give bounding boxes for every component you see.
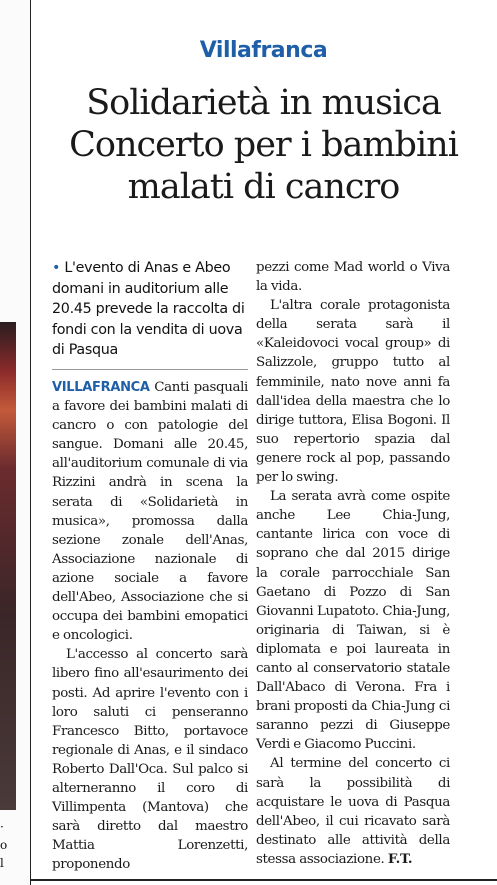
adjacent-text-fragment: · [0,820,4,834]
headline-line: Concerto per i bambini [69,125,458,165]
article-column-2 [256,258,450,869]
dateline: VILLAFRANCA [52,380,150,395]
bottom-divider [30,879,497,881]
paragraph: La serata avrà come ospite anche Lee Chia-Jung, cantante lirica con voce di soprano che dal 2015 dirige la corale parrocchiale San Gaetano di Pozzo di San Giovanni Lupatoto. Chia-Jung, originaria di Taiwan, si è diplomata e poi laureata in canto al conservatorio statale Dall'Abaco di Verona. Fra i brani proposti da Chia-Jung ci saranno pezzi di Giuseppe Verdi e Giacomo Puccini. [256,489,450,753]
paragraph [52,378,248,645]
summary-text: L'evento di Anas e Abeo domani in auditorium alle 20.45 prevede la raccolta di fondi con la vendita di uova di Pasqua [52,260,245,358]
author-signature: F.T. [387,850,413,867]
bullet-icon: • [52,260,61,276]
paragraph: L'accesso al concerto sarà libero fino all'esaurimento dei posti. Ad aprire l'evento con i loro saluti ci penseranno Francesco Bitto, portavoce regionale di Anas, e il sindaco Roberto Dall'Oca. Sul palco si alterneranno il coro di Villimpenta (Mantova) che sarà diretto dal maestro Mattia Lorenzetti, proponendo [52,647,248,873]
adjacent-photo-fragment [0,322,16,810]
headline-line: Solidarietà in musica [86,83,441,123]
article-column-1 [52,378,248,874]
paragraph: L'altra corale protagonista della serata sarà il «Kaleidovoci vocal group» di Salizzole, gruppo tutto al femminile, nato nove anni fa dall'idea della maestra che lo dirige tuttora, Elisa Bogoni. Il suo repertorio spazia dal genere rock al pop, passando per lo swing. [256,298,450,486]
summary-divider [52,369,248,370]
paragraph [256,754,450,869]
adjacent-text-fragment: l [0,856,4,870]
paragraph-text: Al termine del concerto ci sarà la possibilità di acquistare le uova di Pasqua dell'Abeo, il cui ricavato sarà destinato alle attività della stessa associazione. [256,756,450,867]
adjacent-text-fragment: o [0,838,8,852]
paragraph-text: Canti pasquali a favore dei bambini malati di cancro o con patologie del sangue. Domani alle 20.45, all'auditorium comunale di via Rizzini andrà in scena la serata di «Solidarietà in musica», promossa dalla sezione zonale dell'Anas, Associazione nazionale di azione sociale a favore dell'Abeo, Associazione che si occupa dei bambini emopatici e oncologici. [52,380,248,644]
headline [30,82,497,208]
section-label: Villafranca [199,38,328,63]
headline-line: malati di cancro [127,167,400,207]
summary-box [52,258,248,361]
paragraph: pezzi come Mad world o Viva la vida. [256,260,450,295]
